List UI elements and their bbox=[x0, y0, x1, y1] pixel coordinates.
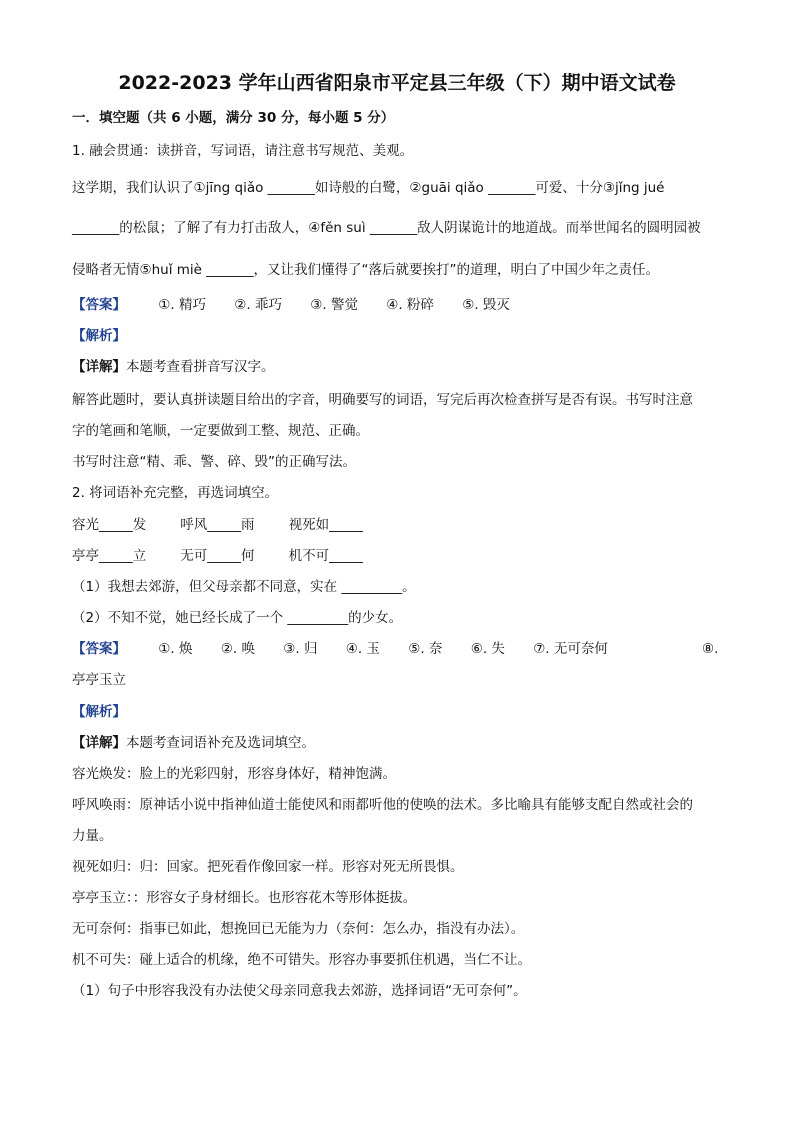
answer-item: ⑤. 毁灭 bbox=[462, 297, 510, 313]
q1-passage-line: _______的松鼠；了解了有力打击敌人，④fěn suì _______敌人阴谋诡计的地道战。而举世闻名的圆明园被 bbox=[72, 220, 701, 236]
explain-line: 呼风唤雨：原神话小说中指神仙道士能使风和雨都听他的使唤的法术。多比喻具有能够支配自然或社会的 bbox=[72, 797, 693, 813]
page-title: 2022-2023 学年山西省阳泉市平定县三年级（下）期中语文试卷 bbox=[118, 72, 676, 94]
explain-line: （1）句子中形容我没有办法使父母亲同意我去郊游，选择词语“无可奈何”。 bbox=[72, 983, 527, 999]
detail-text: 本题考查词语补充及选词填空。 bbox=[126, 735, 315, 751]
word-blank: 无可_____何 bbox=[180, 548, 255, 564]
answer-item: ①. 焕 bbox=[158, 641, 193, 657]
answer-continuation: 亭亭玉立 bbox=[72, 672, 126, 688]
answer-item: ④. 玉 bbox=[345, 641, 380, 657]
word-blank: 呼风_____雨 bbox=[180, 517, 255, 533]
answer-item: ⑤. 奈 bbox=[408, 641, 443, 657]
answer-item: ②. 唤 bbox=[220, 641, 255, 657]
q2-sub-question: （1）我想去郊游，但父母亲都不同意，实在 _________。 bbox=[72, 579, 416, 595]
explain-line: 力量。 bbox=[72, 828, 113, 844]
answer-item: ③. 归 bbox=[283, 641, 318, 657]
answer-item: ⑦. 无可奈何 bbox=[533, 641, 608, 657]
explain-line: 亭亭玉立：：形容女子身材细长。也形容花木等形体挺拔。 bbox=[72, 890, 417, 906]
q2-answer-row bbox=[72, 639, 608, 659]
word-blank: 机不可_____ bbox=[288, 548, 363, 564]
word-blank: 容光_____发 bbox=[72, 517, 147, 533]
word-blank: 亭亭_____立 bbox=[72, 548, 147, 564]
detail-text: 本题考查看拼音写汉字。 bbox=[126, 359, 275, 375]
q1-passage-line: 侵略者无情⑤huǐ miè _______，又让我们懂得了“落后就要挨打”的道理，明白了中国少年之责任。 bbox=[72, 262, 659, 278]
explain-line: 容光焕发：脸上的光彩四射，形容身体好，精神饱满。 bbox=[72, 766, 396, 782]
detail-label: 【详解】 bbox=[72, 735, 126, 751]
q2-sub-question: （2）不知不觉，她已经长成了一个 _________的少女。 bbox=[72, 610, 403, 626]
detail-line bbox=[72, 733, 315, 753]
analysis-label: 【解析】 bbox=[72, 704, 126, 720]
word-blank: 视死如_____ bbox=[288, 517, 363, 533]
answer-item: ①. 精巧 bbox=[158, 297, 206, 313]
detail-line bbox=[72, 357, 275, 377]
answer-label: 【答案】 bbox=[72, 641, 126, 657]
answer-item: ⑧. bbox=[702, 641, 719, 657]
explain-line: 字的笔画和笔顺，一定要做到工整、规范、正确。 bbox=[72, 423, 369, 439]
q2-stem: 2. 将词语补充完整，再选词填空。 bbox=[72, 485, 279, 501]
explain-line: 解答此题时，要认真拼读题目给出的字音，明确要写的词语，写完后再次检查拼写是否有误。书写时注意 bbox=[72, 392, 693, 408]
answer-item: ④. 粉碎 bbox=[386, 297, 434, 313]
explain-line: 机不可失：碰上适合的机缘，绝不可错失。形容办事要抓住机遇，当仁不让。 bbox=[72, 952, 531, 968]
explain-line: 无可奈何：指事已如此，想挽回已无能为力（奈何：怎么办，指没有办法）。 bbox=[72, 921, 525, 937]
explain-line: 书写时注意“精、乖、警、碎、毁”的正确写法。 bbox=[72, 454, 356, 470]
explain-line: 视死如归：归：回家。把死看作像回家一样。形容对死无所畏惧。 bbox=[72, 859, 464, 875]
answer-label: 【答案】 bbox=[72, 297, 126, 313]
section-heading: 一．填空题（共 6 小题，满分 30 分，每小题 5 分） bbox=[72, 110, 395, 126]
answer-item: ③. 警觉 bbox=[310, 297, 358, 313]
q1-passage-line: 这学期，我们认识了①jīng qiǎo _______如诗般的白鹭，②guāi qiǎo _______可爱、十分③jǐng jué bbox=[72, 180, 665, 196]
answer-item: ②. 乖巧 bbox=[234, 297, 282, 313]
q1-answer-row bbox=[72, 295, 510, 315]
answer-item: ⑥. 失 bbox=[470, 641, 505, 657]
analysis-label: 【解析】 bbox=[72, 328, 126, 344]
q2-word-row bbox=[72, 546, 363, 566]
q1-stem: 1. 融会贯通：读拼音，写词语，请注意书写规范、美观。 bbox=[72, 143, 414, 159]
q2-word-row bbox=[72, 515, 363, 535]
detail-label: 【详解】 bbox=[72, 359, 126, 375]
